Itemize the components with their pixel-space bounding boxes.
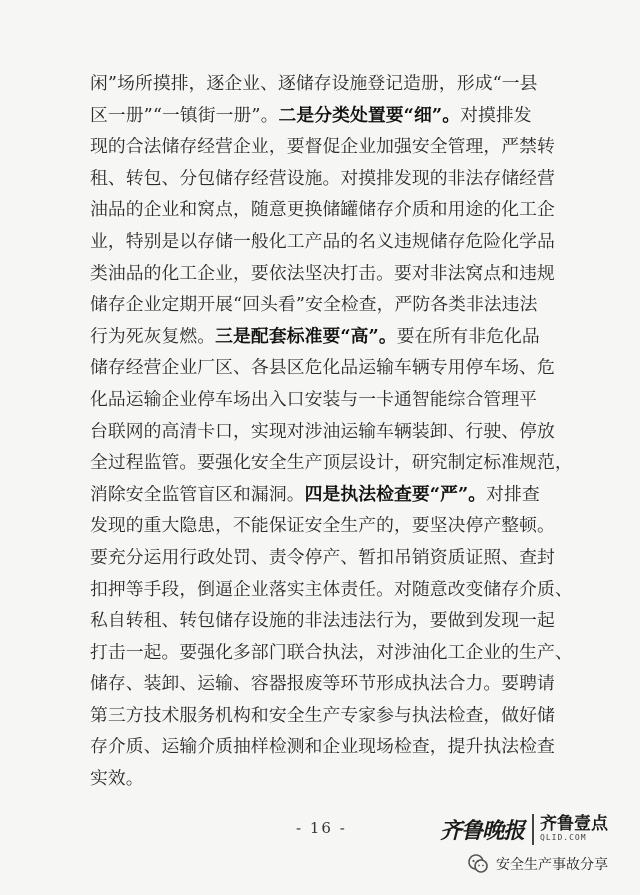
text-line: [90, 416, 575, 448]
text-segment: 消除安全监管盲区和漏洞。: [90, 483, 305, 505]
text-line: [90, 510, 575, 542]
text-segment: 类油品的化工企业，要依法坚决打击。要对非法窝点和违规: [90, 262, 555, 284]
text-line: [90, 289, 575, 321]
text-segment: 第三方技术服务机构和安全生产专家参与执法检查，做好储: [90, 704, 555, 726]
text-segment: 现的合法储存经营企业，要督促企业加强安全管理，严禁转: [90, 136, 555, 158]
brand-right-logo: [534, 815, 608, 843]
text-segment: 实效。: [90, 768, 144, 790]
page-number: - 16 -: [296, 819, 347, 837]
brand-right-top: 齐鲁壹点: [540, 814, 609, 834]
text-line: [90, 163, 575, 195]
text-segment: 化品运输企业停车场出入口安装与一卡通智能综合管理平: [90, 388, 538, 410]
text-segment: 全过程监管。要强化安全生产顶层设计，研究制定标准规范，: [90, 452, 573, 474]
body-text: [90, 68, 575, 795]
text-segment: 业，特别是以存储一般化工产品的名义违规储存危险化学品: [90, 230, 555, 252]
wechat-account-name: 安全生产事故分享: [496, 857, 608, 873]
text-segment: 闲”场所摸排，逐企业、逐储存设施登记造册，形成“一县: [90, 73, 538, 94]
text-line: [90, 447, 575, 479]
text-line: [90, 226, 575, 258]
text-segment: 要充分运用行政处罚、责令停产、暂扣吊销资质证照、查封: [90, 546, 555, 568]
text-segment: 储存经营企业厂区、各县区危化品运输车辆专用停车场、危: [90, 357, 555, 379]
text-line: [90, 258, 575, 290]
text-segment: 区一册”“一镇街一册”。: [90, 104, 279, 126]
text-line: [90, 542, 575, 574]
brand-left-logo: 齐鲁晚报: [440, 814, 534, 845]
text-segment: 储存、装卸、运输、容器报废等环节形成执法合力。要聘请: [90, 673, 555, 695]
text-segment: 对排查: [486, 483, 540, 505]
text-segment: 存介质、运输介质抽样检测和企业现场检查，提升执法检查: [90, 736, 555, 758]
text-segment: 台联网的高清卡口，实现对涉油运输车辆装卸、行驶、停放: [90, 420, 555, 442]
text-line: [90, 574, 575, 606]
text-line: [90, 321, 575, 353]
text-line: [90, 700, 575, 732]
bold-heading-segment: 三是配套标准要“高”。: [215, 325, 397, 347]
text-line: [90, 731, 575, 763]
brand-right-bottom: QLID.COM: [540, 833, 587, 842]
text-line: [90, 68, 575, 100]
text-line: [90, 100, 575, 132]
bold-heading-segment: 二是分类处置要“细”。: [278, 104, 461, 126]
text-segment: 要在所有非危化品: [396, 325, 540, 347]
text-line: [90, 352, 575, 384]
text-line: [90, 194, 575, 226]
text-segment: 储存企业定期开展“回头看”安全检查，严防各类非法违法: [90, 294, 538, 316]
text-segment: 行为死灰复燃。: [90, 325, 216, 347]
text-line: [90, 479, 575, 511]
newspaper-watermark-logo: [440, 812, 608, 846]
wechat-account-watermark: [466, 852, 608, 876]
bold-heading-segment: 四是执法检查要“严”。: [304, 483, 487, 505]
text-line: [90, 384, 575, 416]
wechat-icon: [466, 852, 490, 876]
text-segment: 私自转租、转包储存设施的非法违法行为，要做到发现一起: [90, 610, 555, 632]
text-segment: 扣押等手段，倒逼企业落实主体责任。对随意改变储存介质、: [90, 578, 573, 600]
text-segment: 发现的重大隐患，不能保证安全生产的，要坚决停产整顿。: [90, 515, 555, 537]
text-segment: 油品的企业和窝点，随意更换储罐储存介质和用途的化工企: [90, 199, 555, 221]
text-line: [90, 637, 575, 669]
text-line: [90, 605, 575, 637]
text-line: [90, 131, 575, 163]
text-line: [90, 668, 575, 700]
text-line: [90, 763, 575, 795]
text-segment: 对摸排发: [460, 104, 532, 126]
text-segment: 打击一起。要强化多部门联合执法，对涉油化工企业的生产、: [90, 641, 573, 663]
text-segment: 租、转包、分包储存经营设施。对摸排发现的非法存储经营: [90, 167, 555, 189]
